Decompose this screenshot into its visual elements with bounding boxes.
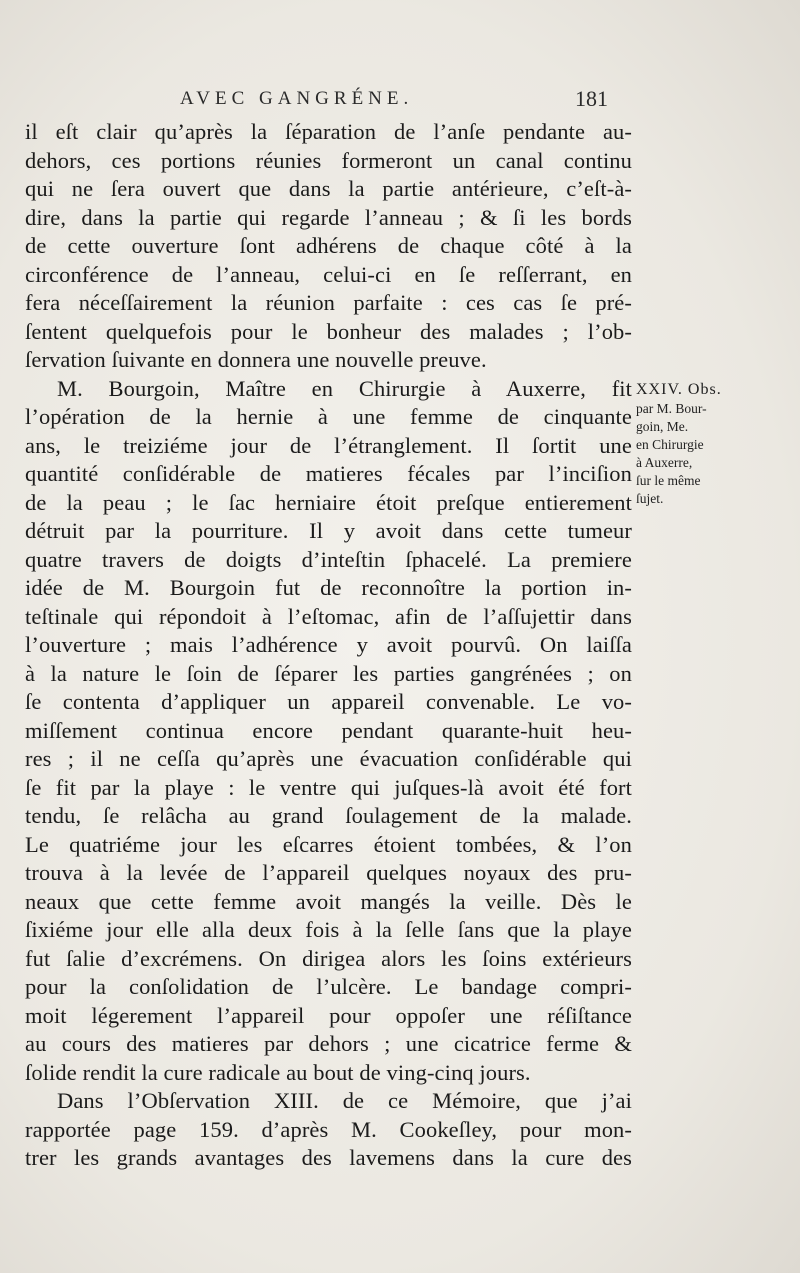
text-line: fera néceſſairement la réunion parfaite : ces cas ſe pré-: [25, 290, 632, 315]
text-line: moit légerement l’appareil pour oppoſer une réſiſtance: [25, 1002, 632, 1028]
text-line: ſolide rendit la cure radicale au bout de ving-cinq jours.: [25, 1059, 531, 1085]
text-line: de la peau ; le ſac herniaire étoit preſque entierement: [25, 489, 632, 515]
text-line: Dans l’Obſervation XIII. de ce Mémoire, que j’ai: [57, 1088, 632, 1113]
text-line: pour la conſolidation de l’ulcère. Le bandage compri-: [25, 974, 632, 999]
text-line: à la nature le ſoin de ſéparer les parties gangrénées ; on: [25, 660, 632, 686]
text-line: neaux que cette femme avoit mangés la veille. Dès le: [25, 888, 632, 914]
margin-note: [636, 380, 786, 508]
text-line: de cette ouverture ſont adhérens de chaque côté à la: [25, 233, 632, 258]
text-line: rapportée page 159. d’après M. Cookeſley, pour mon-: [25, 1116, 632, 1142]
running-head: AVEC GANGRÉNE.: [180, 88, 414, 109]
margin-note-line: en Chirurgie: [636, 437, 704, 452]
text-line: M. Bourgoin, Maître en Chirurgie à Auxerre, fit: [57, 375, 632, 401]
text-line: ſentent quelquefois pour le bonheur des malades ; l’ob-: [25, 318, 632, 344]
margin-note-line: goin, Me.: [636, 419, 689, 434]
text-line: quatre travers de doigts d’inteſtin ſphacelé. La premiere: [25, 546, 632, 572]
margin-note-line: par M. Bour-: [636, 401, 707, 416]
text-line: res ; il ne ceſſa qu’après une évacuation conſidérable qui: [25, 746, 632, 771]
text-line: au cours des matieres par dehors ; une cicatrice ferme &: [25, 1031, 632, 1056]
text-line: ſe fit par la playe : le ventre qui juſques-là avoit été fort: [25, 774, 632, 800]
text-line: Le quatriéme jour les eſcarres étoient tombées, & l’on: [25, 831, 632, 857]
text-line: il eſt clair qu’après la ſéparation de l’anſe pendante au-: [25, 119, 632, 144]
text-line: teſtinale qui répondoit à l’eſtomac, afin de l’aſſujettir dans: [25, 603, 632, 629]
text-line: ſe contenta d’appliquer un appareil convenable. Le vo-: [25, 689, 632, 714]
text-line: détruit par la pourriture. Il y avoit dans cette tumeur: [25, 518, 632, 543]
text-line: ſervation ſuivante en donnera une nouvelle preuve.: [25, 347, 487, 372]
text-line: circonférence de l’anneau, celui-ci en ſe reſſerrant, en: [25, 261, 632, 287]
text-line: trer les grands avantages des lavemens dans la cure des: [25, 1145, 632, 1170]
page-number: 181: [575, 86, 608, 111]
text-line: fut ſalie d’excrémens. On dirigea alors les ſoins extérieurs: [25, 945, 632, 971]
margin-note-line: XXIV. Obs.: [636, 381, 722, 398]
body-text: [25, 118, 632, 1173]
margin-note-line: ſur le même: [636, 473, 701, 488]
text-line: quantité conſidérable de matieres fécales par l’inciſion: [25, 461, 632, 486]
text-line: ans, le treiziéme jour de l’étranglement. Il ſortit une: [25, 432, 632, 458]
text-line: qui ne ſera ouvert que dans la partie antérieure, c’eſt-à-: [25, 176, 632, 201]
text-line: dire, dans la partie qui regarde l’anneau ; & ſi les bords: [25, 204, 632, 230]
text-line: l’ouverture ; mais l’adhérence y avoit pourvû. On laiſſa: [25, 632, 632, 657]
text-line: miſſement continua encore pendant quarante-huit heu-: [25, 717, 632, 743]
text-line: l’opération de la hernie à une femme de cinquante: [25, 404, 632, 429]
text-line: ſixiéme jour elle alla deux fois à la ſelle ſans que la playe: [25, 917, 632, 942]
text-line: trouva à la levée de l’appareil quelques noyaux des pru-: [25, 860, 632, 885]
margin-note-line: à Auxerre,: [636, 455, 693, 470]
text-line: tendu, ſe relâcha au grand ſoulagement de la malade.: [25, 803, 632, 828]
margin-note-line: ſujet.: [636, 491, 664, 506]
text-line: idée de M. Bourgoin fut de reconnoître la portion in-: [25, 575, 632, 600]
text-line: dehors, ces portions réunies formeront un canal continu: [25, 147, 632, 173]
